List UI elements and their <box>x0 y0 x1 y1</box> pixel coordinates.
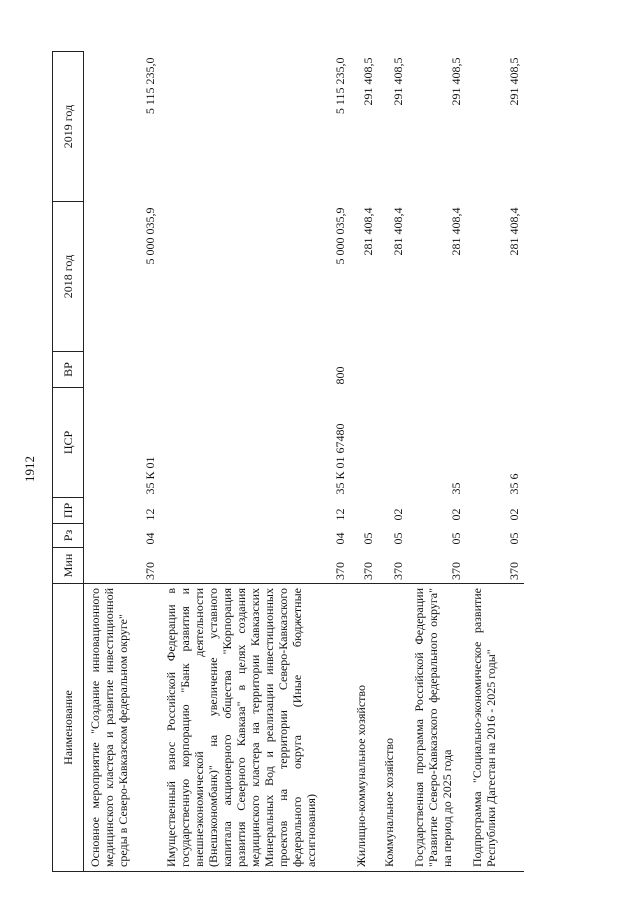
row-vr <box>350 352 378 388</box>
table-row <box>160 52 350 872</box>
row-rz: 05 <box>448 532 463 545</box>
row-2019: 5 115 235,0 <box>142 57 157 115</box>
header-pr: ПР <box>53 498 84 524</box>
row-name: Имущественный взнос Российской Федерации в государственную корпорацию "Банк развития и внешнеэкономической деятельности (Внешэкономбанк)" на увеличение уставного капитала акционерного общества "Корпорация развития Северного Кавказа" в целях создания медицинского кластера на территории Кавказских Минеральных Вод и реализации инвестиционных проектов на территории Северо-Кавказского федерального округа (Иные бюджетные ассигнования) <box>160 584 350 872</box>
row-2019: 291 408,5 <box>360 57 375 106</box>
row-rz: 05 <box>390 532 405 545</box>
row-csr: 35 <box>448 482 463 495</box>
row-pr <box>350 498 378 524</box>
table-row <box>350 52 378 872</box>
row-rz: 04 <box>332 532 347 545</box>
row-2019: 291 408,5 <box>448 57 463 106</box>
rotated-page-area <box>52 52 616 872</box>
page-number: 1912 <box>22 456 37 482</box>
row-rz: 04 <box>142 532 157 545</box>
row-min: 370 <box>506 562 521 580</box>
row-pr: 02 <box>390 508 405 521</box>
row-2018: 281 408,4 <box>448 207 463 256</box>
row-name: Государственная программа Российской Федерации "Развитие Северо-Кавказского федерального округа" на период до 2025 года <box>408 584 466 872</box>
header-min: Мин <box>53 548 84 584</box>
row-rz: 05 <box>506 532 521 545</box>
row-name: Подпрограмма "Социально-экономическое развитие Республики Дагестан на 2016 - 2025 годы" <box>466 584 524 872</box>
row-vr <box>466 352 524 388</box>
header-csr: ЦСР <box>53 388 84 498</box>
row-pr: 02 <box>506 508 521 521</box>
row-vr: 800 <box>332 366 347 385</box>
row-min: 370 <box>142 562 157 580</box>
row-2018: 5 000 035,9 <box>332 207 347 265</box>
table-row <box>84 52 160 872</box>
row-2019: 291 408,5 <box>506 57 521 106</box>
table-row <box>378 52 408 872</box>
row-min: 370 <box>332 562 347 580</box>
row-pr: 12 <box>332 508 347 521</box>
row-name: Основное мероприятие "Создание инновационного медицинского кластера и развитие инвестиционной среды в Северо-Кавказском федеральном округе" <box>84 584 160 872</box>
row-2019: 291 408,5 <box>390 57 405 106</box>
row-csr: 35 К 01 <box>142 456 157 495</box>
row-2018: 281 408,4 <box>360 207 375 256</box>
budget-table <box>52 51 524 872</box>
row-min: 370 <box>390 562 405 580</box>
table-header-row <box>53 52 84 872</box>
row-min: 370 <box>360 562 375 580</box>
row-name: Коммунальное хозяйство <box>378 584 408 872</box>
header-name: Наименование <box>53 584 84 872</box>
header-2019: 2019 год <box>53 52 84 202</box>
row-pr: 02 <box>448 508 463 521</box>
row-2018: 281 408,4 <box>506 207 521 256</box>
table-row <box>466 52 524 872</box>
row-2018: 5 000 035,9 <box>142 207 157 265</box>
row-rz: 05 <box>360 532 375 545</box>
table-row <box>408 52 466 872</box>
row-csr: 35 6 <box>506 473 521 495</box>
row-csr: 35 К 01 67480 <box>332 423 347 495</box>
rotated-table-container <box>52 52 616 872</box>
row-pr: 12 <box>142 508 157 521</box>
header-rz: Рз <box>53 524 84 548</box>
header-vr: ВР <box>53 352 84 388</box>
row-vr <box>378 352 408 388</box>
row-2018: 281 408,4 <box>390 207 405 256</box>
row-vr <box>84 352 160 388</box>
row-csr <box>378 388 408 498</box>
row-vr <box>408 352 466 388</box>
row-name: Жилищно-коммунальное хозяйство <box>350 584 378 872</box>
row-csr <box>350 388 378 498</box>
header-2018: 2018 год <box>53 202 84 352</box>
row-min: 370 <box>448 562 463 580</box>
row-2019: 5 115 235,0 <box>332 57 347 115</box>
